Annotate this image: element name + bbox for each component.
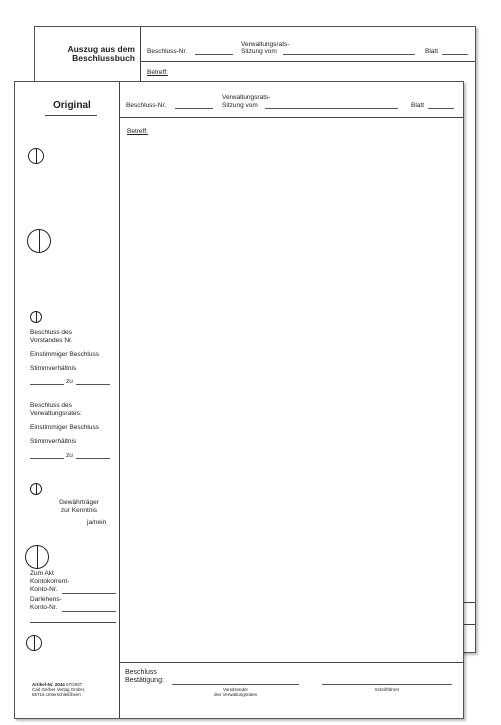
punch-hole-icon [30,311,42,323]
back-beschluss-nr-label: Beschluss-Nr. [147,48,188,55]
verwaltungsrat-line1: Beschluss des [30,402,72,409]
sitzung-vom-field[interactable] [265,108,398,109]
janein-label: ja/nein [87,519,107,526]
zu-label-1: zu [66,378,73,385]
front-sheet-original [14,81,464,719]
artikel-nr: Artikel-Nr. 2044 [32,682,65,687]
beschluss-nr-label: Beschluss-Nr. [126,102,167,109]
footer-bestaetigung-label: Bestätigung: [125,677,164,684]
darlehens-label [30,596,62,611]
back-title-line1: Auszug aus dem [67,44,135,54]
gewaehrtraeger-label [55,499,103,514]
back-blatt-label: Blatt [425,48,439,55]
stimmen-ja-field-1[interactable] [30,384,64,385]
zum-akt-label: Zum Akt [30,570,54,577]
punch-hole-icon [27,229,51,253]
vorstand-line1: Beschluss des [30,329,72,336]
kontokorrent-label [30,578,69,593]
gewaehrtraeger-line2: zur Kenntnis [60,506,98,514]
vorsitzender-line1: Vorsitzender [222,687,248,692]
back-title-line2: Beschlussbuch [72,53,135,63]
kontokorrent-field[interactable] [62,593,116,594]
sitzung-vom-label: Sitzung vom [222,102,258,109]
vorsitzender-caption [172,687,299,697]
darlehens-line2: Konto-Nr. [30,603,58,611]
zu-label-2: zu [66,452,73,459]
back-sitzung-vom-label: Sitzung vom [241,48,277,55]
back-title [47,45,135,63]
gewaehrtraeger-line1: Gewährträger [59,499,99,506]
blatt-field[interactable] [428,108,454,109]
artikel-date: 07/2007 [66,682,83,687]
header-rule [119,117,463,118]
blatt-label: Blatt [411,102,425,109]
punch-hole-icon [25,545,49,569]
left-margin-divider [119,82,120,718]
artikel-imprint [32,682,85,697]
punch-hole-icon [30,483,42,495]
original-title-underline [45,115,97,116]
verwaltungsrats-label: Verwaltungsrats- [222,94,271,101]
publisher-line1: Carl Gerber Verlag GmbH, [32,687,86,692]
punch-hole-icon [28,148,44,164]
kontokorrent-line2: Konto-Nr. [30,585,58,593]
stimmen-nein-field-2[interactable] [76,458,110,459]
kontokorrent-line1: Kontokorrent- [30,578,70,585]
back-beschluss-nr-field[interactable] [195,54,233,55]
verwaltungsrat-line2: Verwaltungsrates: [30,409,82,417]
schriftfuehrer-signature-line[interactable] [322,684,452,685]
back-blatt-field[interactable] [442,54,468,55]
einstimmig-label-2: Einstimmiger Beschluss [30,424,99,431]
darlehens-line1: Darlehens- [30,596,62,603]
darlehens-field[interactable] [62,611,116,612]
back-sitzung-vom-field[interactable] [283,54,415,55]
vorstand-label [30,329,73,344]
betreff-label: Betreff: [127,128,148,135]
vorsitzender-signature-line[interactable] [172,684,299,685]
verwaltungsrat-label [30,402,82,417]
back-header-divider [140,27,141,82]
vorstand-line2: Vorstandes Nr. [30,336,73,344]
stimmen-ja-field-2[interactable] [30,458,64,459]
einstimmig-label-1: Einstimmiger Beschluss [30,351,99,358]
vorsitzender-line2: des Verwaltungsrates [213,692,258,697]
sidebar-rule [30,622,116,623]
beschluss-nr-field[interactable] [175,108,213,109]
footer-rule [119,662,463,663]
original-title: Original [53,100,91,111]
schriftfuehrer-caption: Schriftführer [374,687,400,692]
publisher-line2: 85716 Unterschleißheim [32,692,81,697]
stimmverhaeltnis-label-1: Stimmverhältnis [30,365,77,372]
back-header-rule [140,61,475,62]
footer-beschluss-label: Beschluss [125,669,157,676]
back-betreff-label: Betreff: [147,69,168,76]
stimmen-nein-field-1[interactable] [76,384,110,385]
back-verwaltungsrats-label: Verwaltungsrats- [241,41,290,48]
punch-hole-icon [26,635,42,651]
betreff-writing-area[interactable] [127,138,452,658]
stimmverhaeltnis-label-2: Stimmverhältnis [30,438,77,445]
